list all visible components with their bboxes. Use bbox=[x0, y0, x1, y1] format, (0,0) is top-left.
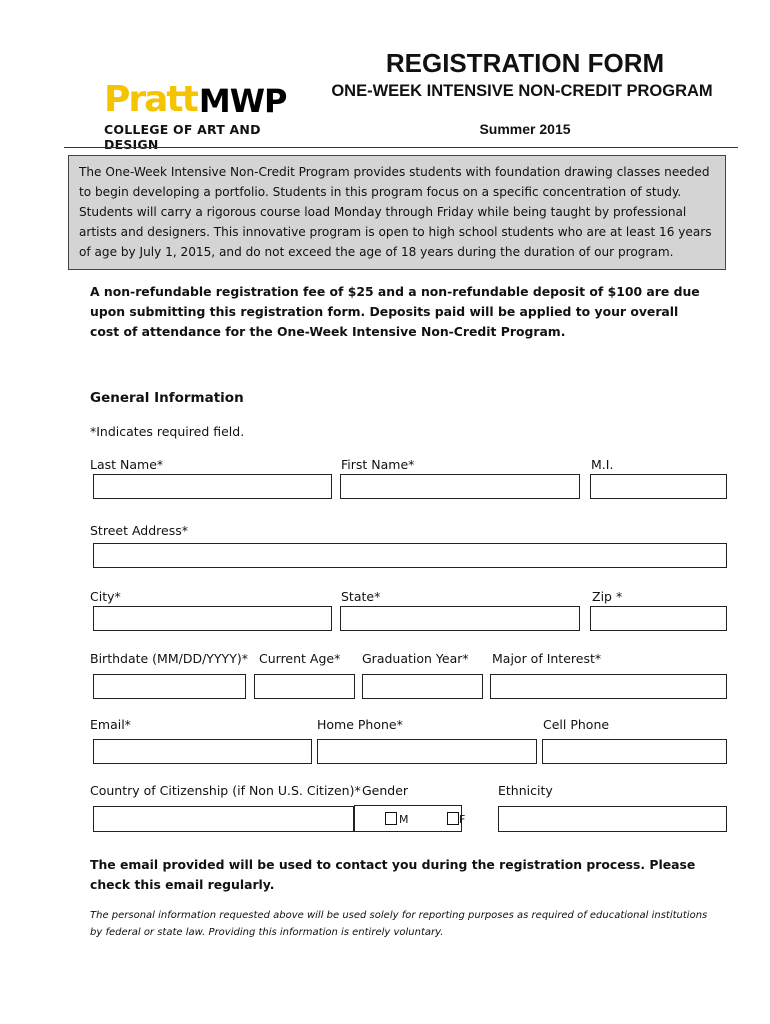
email-label: Email* bbox=[90, 717, 131, 732]
current-age-label: Current Age* bbox=[259, 651, 341, 666]
gender-female-checkbox[interactable] bbox=[447, 812, 459, 825]
ethnicity-field[interactable] bbox=[498, 806, 727, 832]
citizenship-label: Country of Citizenship (if Non U.S. Citizen)* bbox=[90, 783, 361, 798]
last-name-field[interactable] bbox=[93, 474, 332, 499]
season-label: Summer 2015 bbox=[479, 121, 571, 137]
gender-male-label: M bbox=[399, 813, 409, 826]
zip-field[interactable] bbox=[590, 606, 727, 631]
cell-phone-label: Cell Phone bbox=[543, 717, 610, 732]
program-subtitle: ONE-WEEK INTENSIVE NON-CREDIT PROGRAM bbox=[331, 82, 713, 100]
logo-mwp-text: MWP bbox=[198, 82, 287, 120]
gender-female-label: F bbox=[459, 813, 466, 826]
birthdate-label: Birthdate (MM/DD/YYYY)* bbox=[90, 651, 248, 666]
major-label: Major of Interest* bbox=[492, 651, 602, 666]
zip-label: Zip * bbox=[592, 589, 623, 604]
gender-male-checkbox[interactable] bbox=[385, 812, 397, 825]
home-phone-label: Home Phone* bbox=[317, 717, 403, 732]
gender-field bbox=[354, 805, 466, 832]
major-field[interactable] bbox=[490, 674, 727, 699]
graduation-year-label: Graduation Year* bbox=[362, 651, 469, 666]
email-usage-note: The email provided will be used to contact you during the registration process. Please check this email regularly. bbox=[90, 857, 696, 892]
street-address-label: Street Address* bbox=[90, 523, 188, 538]
pratt-mwp-logo bbox=[104, 80, 294, 152]
state-field[interactable] bbox=[340, 606, 580, 631]
email-field[interactable] bbox=[93, 739, 312, 764]
city-field[interactable] bbox=[93, 606, 332, 631]
header-divider bbox=[64, 147, 738, 148]
state-label: State* bbox=[341, 589, 381, 604]
gender-label: Gender bbox=[362, 783, 409, 798]
street-address-field[interactable] bbox=[93, 543, 727, 568]
form-title: REGISTRATION FORM bbox=[385, 48, 665, 78]
program-description-box: The One-Week Intensive Non-Credit Program provides students with foundation drawing classes needed to begin developing a portfolio. Students in this program focus on a specific concentration of study. Students will carry a rigorous course load Monday through Friday while being taught by professional artists and designers. This innovative program is open to high school students who are at least 16 years of age by July 1, 2015, and do not exceed the age of 18 years during the duration of our program. bbox=[68, 155, 726, 270]
birthdate-field[interactable] bbox=[93, 674, 246, 699]
required-field-note: *Indicates required field. bbox=[90, 424, 245, 439]
city-label: City* bbox=[90, 589, 121, 604]
ethnicity-label: Ethnicity bbox=[498, 783, 553, 798]
graduation-year-field[interactable] bbox=[362, 674, 483, 699]
fee-notice: A non-refundable registration fee of $25 and a non-refundable deposit of $100 are due upon submitting this registration form. Deposits paid will be applied to your overall cost of attendance for the One-Week Intensive Non-Credit Program. bbox=[90, 284, 700, 339]
middle-initial-field[interactable] bbox=[590, 474, 727, 499]
cell-phone-field[interactable] bbox=[542, 739, 727, 764]
first-name-field[interactable] bbox=[340, 474, 580, 499]
logo-pratt-text: Pratt bbox=[104, 79, 197, 120]
last-name-label: Last Name* bbox=[90, 457, 164, 472]
logo-subtitle: COLLEGE OF ART AND DESIGN bbox=[104, 122, 261, 152]
current-age-field[interactable] bbox=[254, 674, 355, 699]
mi-label: M.I. bbox=[591, 457, 614, 472]
citizenship-field[interactable] bbox=[93, 806, 354, 832]
privacy-note: The personal information requested above will be used solely for reporting purposes as required of educational institutions by federal or state law. Providing this information is entirely voluntary. bbox=[90, 910, 708, 938]
home-phone-field[interactable] bbox=[317, 739, 537, 764]
section-heading: General Information bbox=[90, 390, 244, 406]
first-name-label: First Name* bbox=[341, 457, 415, 472]
